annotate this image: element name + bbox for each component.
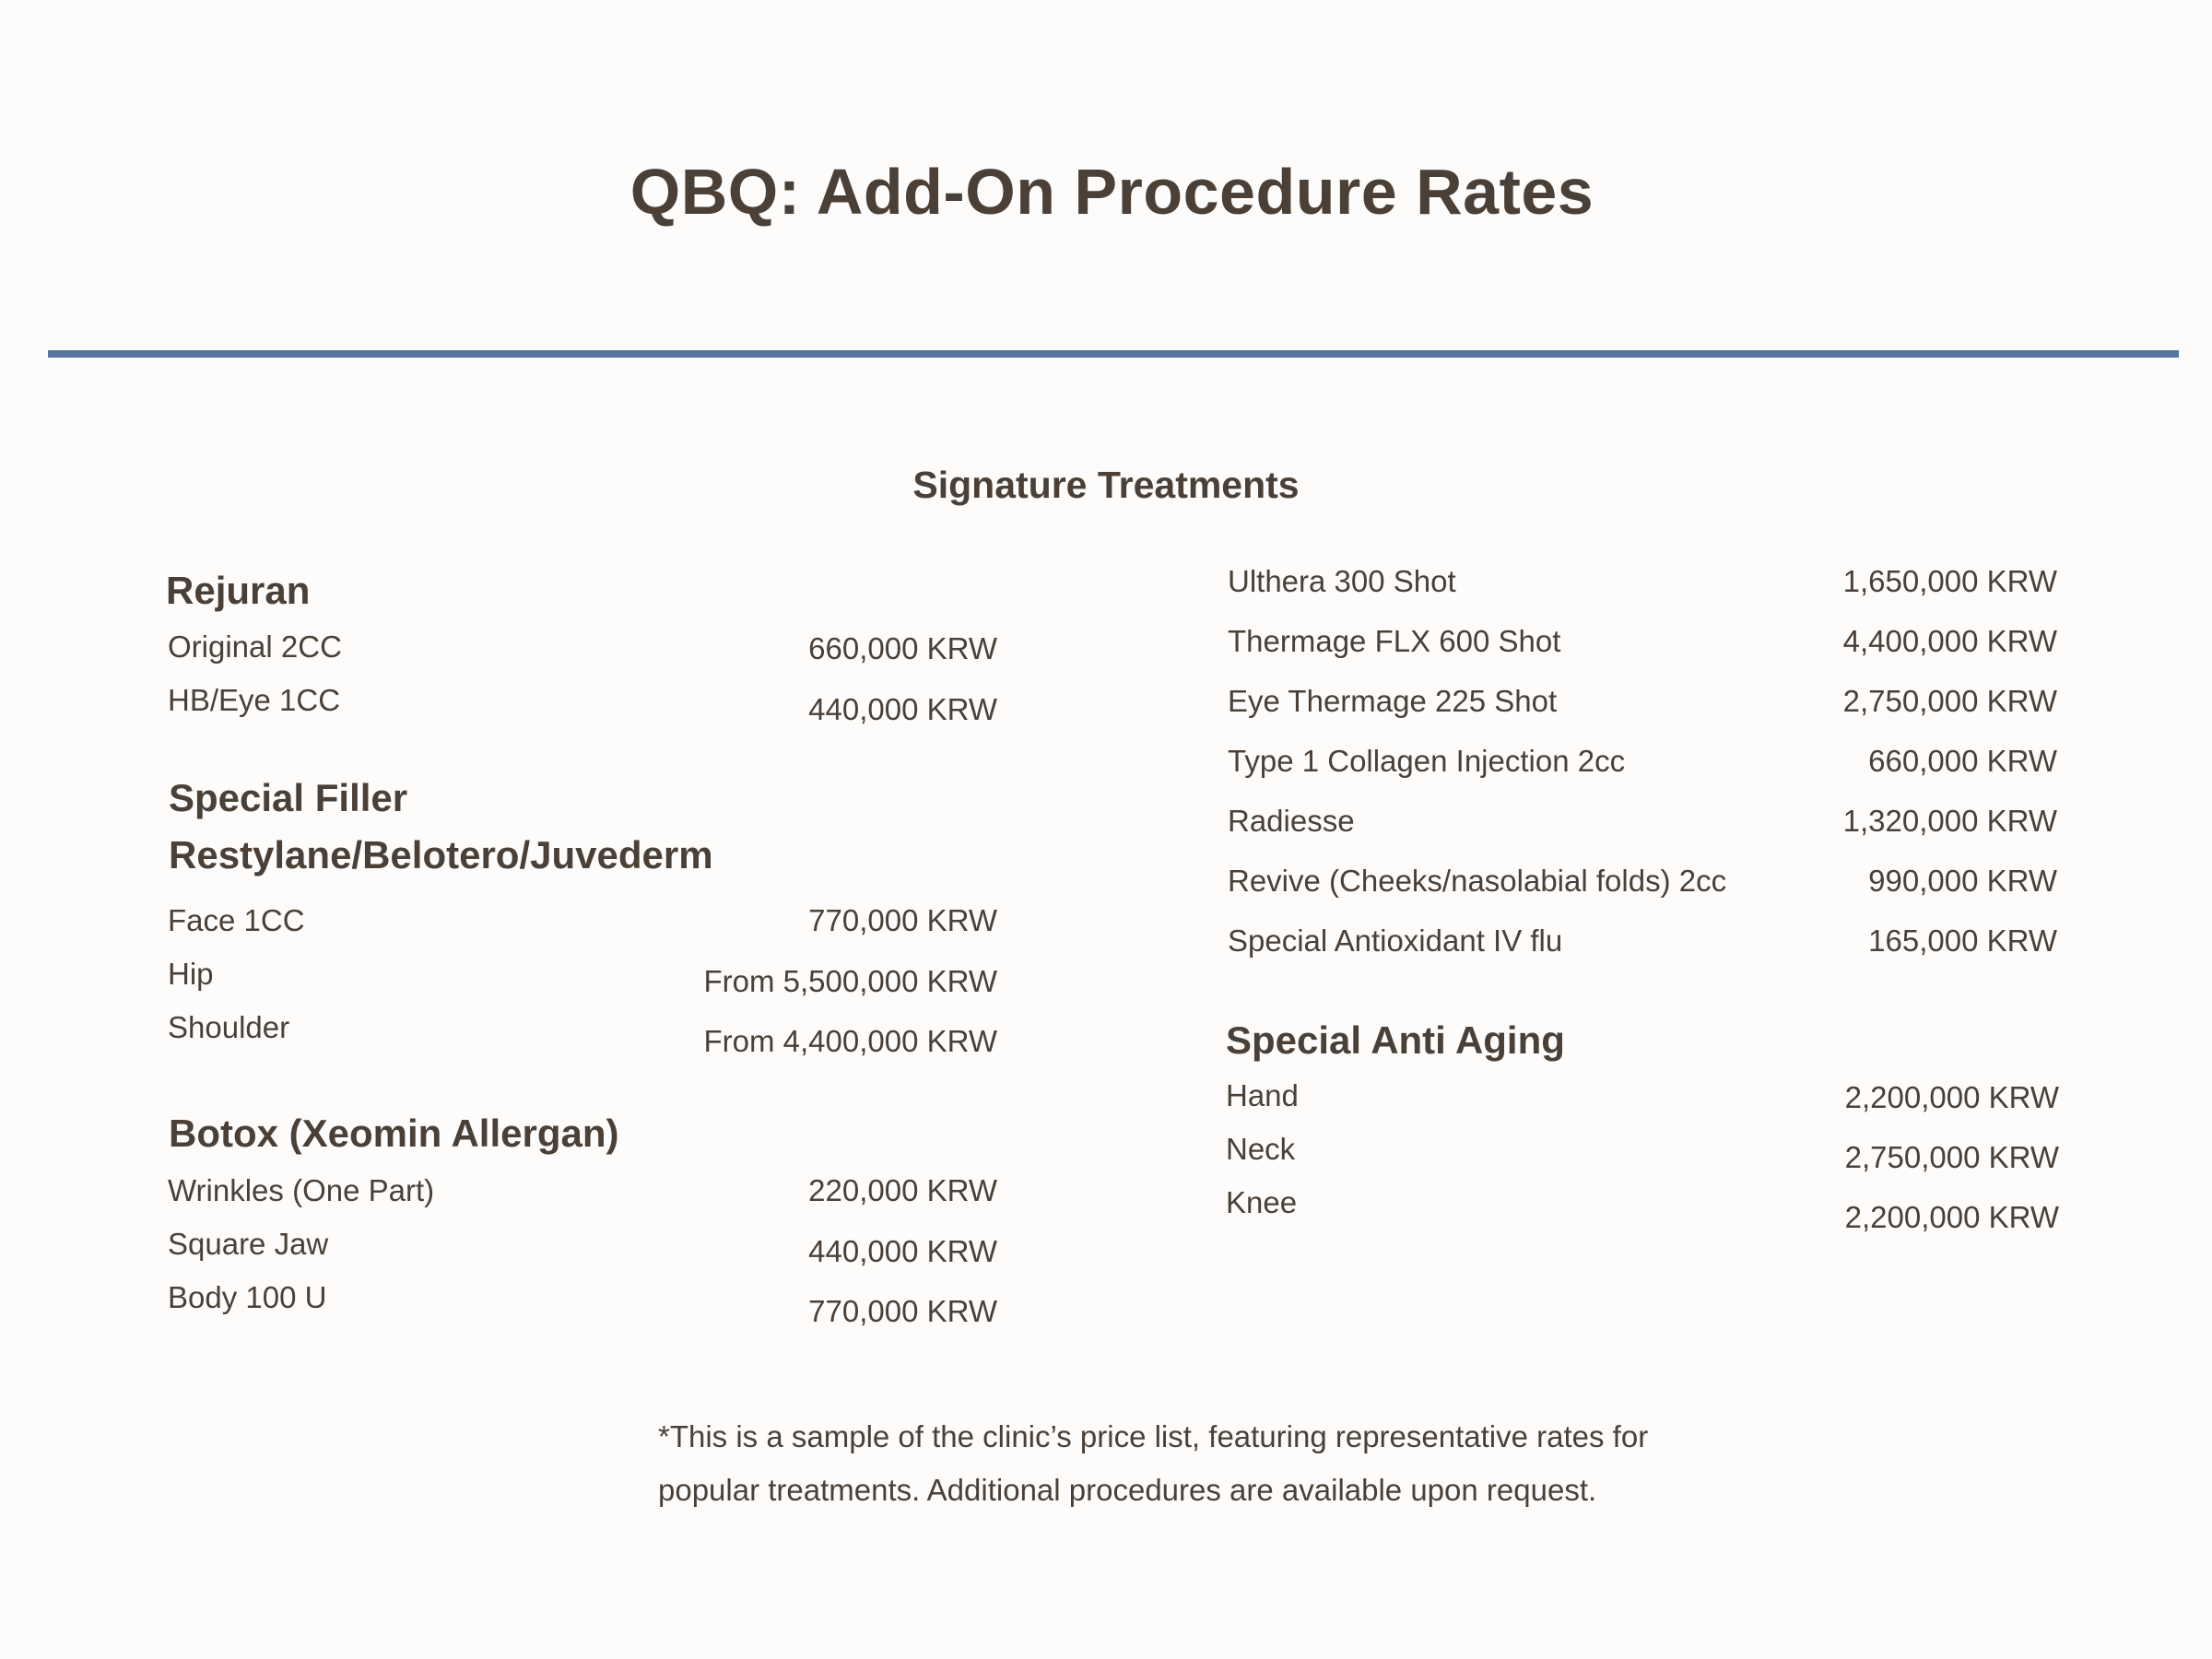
special-filler-title: Special Filler bbox=[169, 776, 408, 819]
item-label: Eye Thermage 225 Shot bbox=[1228, 684, 1558, 718]
item-price: 990,000 KRW bbox=[1868, 864, 2057, 898]
list-item bbox=[168, 1010, 997, 1056]
item-price: 1,650,000 KRW bbox=[1842, 564, 2057, 598]
footnote bbox=[658, 1410, 1672, 1517]
item-label: Type 1 Collagen Injection 2cc bbox=[1228, 744, 1626, 778]
item-price: 2,200,000 KRW bbox=[1844, 1080, 2059, 1114]
page-title: QBQ: Add-On Procedure Rates bbox=[629, 156, 1594, 228]
item-label: Knee bbox=[1226, 1185, 1298, 1219]
list-item bbox=[168, 683, 997, 729]
item-label: Face 1CC bbox=[168, 903, 305, 937]
item-label: Revive (Cheeks/nasolabial folds) 2cc bbox=[1228, 864, 1727, 898]
item-label: HB/Eye 1CC bbox=[168, 683, 341, 717]
title-divider bbox=[48, 350, 2179, 358]
item-label: Neck bbox=[1226, 1132, 1296, 1166]
item-label: Special Antioxidant IV flu bbox=[1228, 924, 1563, 958]
item-price: 2,200,000 KRW bbox=[1844, 1200, 2059, 1234]
item-price: 770,000 KRW bbox=[808, 903, 997, 937]
list-item bbox=[1226, 1132, 2059, 1178]
item-price: 220,000 KRW bbox=[808, 1173, 997, 1207]
botox-title: Botox (Xeomin Allergan) bbox=[169, 1112, 619, 1155]
footnote-line-1: *This is a sample of the clinic’s price list, featuring representative rates for bbox=[658, 1419, 1649, 1453]
item-label: Body 100 U bbox=[168, 1280, 327, 1314]
item-price: 165,000 KRW bbox=[1868, 924, 2057, 958]
item-price: 2,750,000 KRW bbox=[1842, 684, 2057, 718]
special-filler-brands: Restylane/Belotero/Juvederm bbox=[169, 833, 713, 877]
item-price: 770,000 KRW bbox=[808, 1294, 997, 1328]
item-label: Square Jaw bbox=[168, 1227, 329, 1261]
item-price: From 5,500,000 KRW bbox=[703, 964, 997, 998]
list-item bbox=[1228, 864, 2057, 910]
item-price: 660,000 KRW bbox=[1868, 744, 2057, 778]
list-item bbox=[1228, 804, 2057, 850]
item-price: 440,000 KRW bbox=[808, 692, 997, 726]
list-item bbox=[1228, 564, 2057, 610]
item-price: 1,320,000 KRW bbox=[1842, 804, 2057, 838]
list-item bbox=[168, 1280, 997, 1326]
list-item bbox=[1226, 1078, 2059, 1124]
rejuran-title: Rejuran bbox=[166, 569, 311, 612]
list-item bbox=[168, 957, 997, 1003]
item-label: Hand bbox=[1226, 1078, 1299, 1112]
item-label: Hip bbox=[168, 957, 214, 991]
list-item bbox=[168, 1227, 997, 1273]
item-label: Radiesse bbox=[1228, 804, 1355, 838]
list-item bbox=[168, 629, 997, 676]
item-label: Shoulder bbox=[168, 1010, 290, 1044]
list-item bbox=[1228, 684, 2057, 730]
item-price: From 4,400,000 KRW bbox=[703, 1024, 997, 1058]
item-label: Thermage FLX 600 Shot bbox=[1228, 624, 1561, 658]
anti-aging-title: Special Anti Aging bbox=[1226, 1018, 1565, 1062]
footnote-line-2: popular treatments. Additional procedures are available upon request. bbox=[658, 1473, 1597, 1507]
item-label: Wrinkles (One Part) bbox=[168, 1173, 435, 1207]
item-label: Original 2CC bbox=[168, 629, 342, 664]
section-title: Signature Treatments bbox=[912, 464, 1300, 506]
list-item bbox=[1228, 744, 2057, 790]
item-label: Ulthera 300 Shot bbox=[1228, 564, 1456, 598]
item-price: 440,000 KRW bbox=[808, 1234, 997, 1268]
list-item bbox=[168, 1173, 997, 1219]
item-price: 4,400,000 KRW bbox=[1842, 624, 2057, 658]
item-price: 660,000 KRW bbox=[808, 631, 997, 665]
list-item bbox=[1228, 924, 2057, 970]
list-item bbox=[1226, 1185, 2059, 1234]
list-item bbox=[168, 903, 997, 949]
item-price: 2,750,000 KRW bbox=[1844, 1140, 2059, 1174]
list-item bbox=[1228, 624, 2057, 670]
